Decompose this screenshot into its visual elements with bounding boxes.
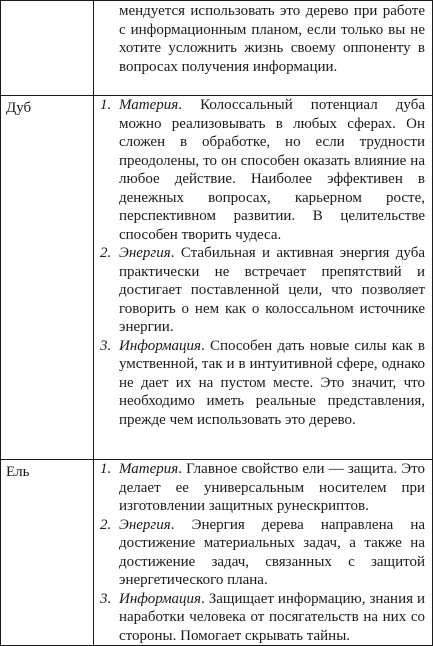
- item-text: Главное свойство ели — защита. Это делает ее универсальным носителем при изготовлении защитных рунескриптов.: [119, 461, 426, 514]
- list-item: 1. Материя. Главное свойство ели — защита. Это делает ее универсальным носителем при изготовлении защитных рунескриптов.: [100, 461, 426, 514]
- item-number: 3.: [100, 590, 112, 607]
- table-row: [1, 96, 433, 460]
- item-number: 2.: [100, 245, 112, 261]
- table-row: [1, 460, 433, 646]
- list-item: 3. Информация. Защищает информацию, знания и наработки человека от посягательств на них со стороны. Помогает скрывать тайны.: [100, 590, 426, 644]
- item-term: Энергия: [119, 245, 171, 261]
- item-number: 2.: [100, 516, 112, 533]
- item-text: Способен дать новые силы как в умственной, так и в интуитивной сфере, однако не дает их на пустом месте. Это значит, что необходимо иметь реальные представления, прежде чем использовать это дерево.: [119, 337, 426, 428]
- tree-name: Ель: [6, 464, 30, 480]
- item-number: 1.: [100, 461, 112, 477]
- item-number: 3.: [100, 337, 112, 354]
- continuation-text: мендуется использовать это дерево при работе с информационным планом, если только вы не хотите усложнить жизнь своему оппоненту в вопросах получения информации.: [119, 3, 425, 75]
- item-term: Информация: [119, 337, 202, 354]
- tree-name-cell: [1, 1, 94, 96]
- table-row: [1, 1, 433, 96]
- item-text: Энергия дерева направлена на достижение материальных задач, а также на достижение задач, связанных с защитой энергетического плана.: [119, 516, 426, 588]
- item-term: Материя: [119, 461, 179, 477]
- item-text: Стабильная и активная энергия дуба практически не встречает препятствий и достигает поставленной цели, что позволяет говорить о нем как о колоссальном источнике энергии.: [119, 245, 425, 335]
- list-item: 2. Энергия. Стабильная и активная энергия дуба практически не встречает препятствий и достигает поставленной цели, что позволяет говорить о нем как о колоссальном источнике энергии.: [100, 245, 425, 335]
- tree-name: Дуб: [6, 100, 32, 116]
- list-item: 1. Материя. Колоссальный потенциал дуба можно реализовывать в любых сферах. Он сложен в обработке, но если трудности преодолены, то он способен оказать влияние на любое действие. Наиболее эффективен в денежных вопросах, карьерном росте, перспективном развитии. В целительстве способен творить чудеса.: [100, 97, 426, 243]
- item-term: Энергия: [119, 516, 171, 533]
- tree-name-cell: [1, 460, 94, 646]
- tree-name-cell: [1, 96, 94, 460]
- property-list: [94, 96, 425, 429]
- item-term: Информация: [119, 590, 202, 607]
- item-number: 1.: [100, 97, 112, 113]
- item-text: Защищает информацию, знания и наработки человека от посягательств на них со стороны. Помогает скрывать тайны.: [119, 590, 426, 644]
- property-list: [94, 460, 425, 645]
- list-item: 2. Энергия. Энергия дерева направлена на достижение материальных задач, а также на достижение задач, связанных с защитой энергетического плана.: [100, 516, 426, 588]
- item-text: Колоссальный потенциал дуба можно реализовывать в любых сферах. Он сложен в обработке, но если трудности преодолены, то он способен оказать влияние на любое действие. Наиболее эффективен в денежных вопросах, карьерном росте, перспективном развитии. В целительстве способен творить чудеса.: [119, 97, 426, 243]
- list-item: 3. Информация. Способен дать новые силы как в умственной, так и в интуитивной сфере, однако не дает их на пустом месте. Это значит, что необходимо иметь реальные представления, прежде чем использовать это дерево.: [100, 337, 426, 428]
- description-cell: [94, 96, 433, 460]
- description-cell: [94, 460, 433, 646]
- description-cell: [94, 1, 433, 96]
- item-term: Материя: [119, 97, 179, 113]
